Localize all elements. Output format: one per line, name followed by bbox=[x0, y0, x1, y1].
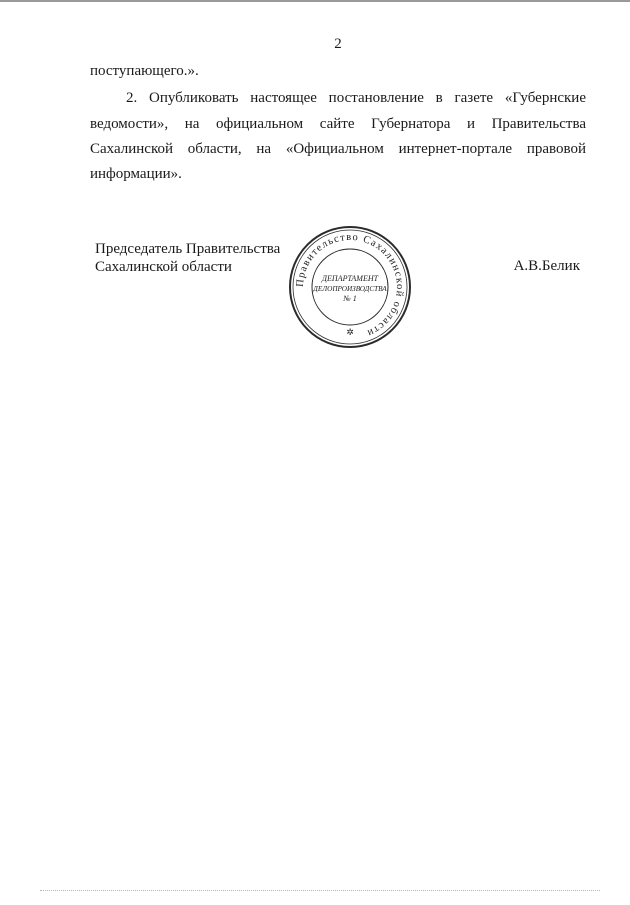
page-number: 2 bbox=[334, 36, 342, 52]
text-line-paragraph-2-start: 2. Опубликовать настоящее постановление в газете «Губернские bbox=[126, 90, 586, 106]
text-line-paragraph-2: ведомости», на официальном сайте Губернатора и Правительства bbox=[90, 116, 586, 132]
signer-title bbox=[95, 240, 280, 276]
seal-line-3: № 1 bbox=[343, 294, 357, 303]
bottom-scan-noise bbox=[40, 890, 600, 895]
seal-line-2: ДЕЛОПРОИЗВОДСТВА bbox=[313, 285, 387, 293]
text-line-continuation: поступающего.». bbox=[90, 63, 199, 79]
signer-title-line-2: Сахалинской области bbox=[95, 259, 232, 275]
signer-title-line-1: Председатель Правительства bbox=[95, 241, 281, 257]
seal-star-icon: ✲ bbox=[346, 328, 354, 338]
seal-ring-text: Правительство Сахалинской области bbox=[294, 231, 406, 339]
text-line-paragraph-2: Сахалинской области, на «Официальном интернет-портале правовой bbox=[90, 141, 586, 157]
top-scan-edge bbox=[0, 0, 630, 2]
text-line-paragraph-2-end: информации». bbox=[90, 166, 182, 182]
seal-line-1: ДЕПАРТАМЕНТ bbox=[321, 274, 379, 283]
signer-name: А.В.Белик bbox=[513, 258, 580, 274]
official-seal-stamp bbox=[288, 225, 412, 349]
